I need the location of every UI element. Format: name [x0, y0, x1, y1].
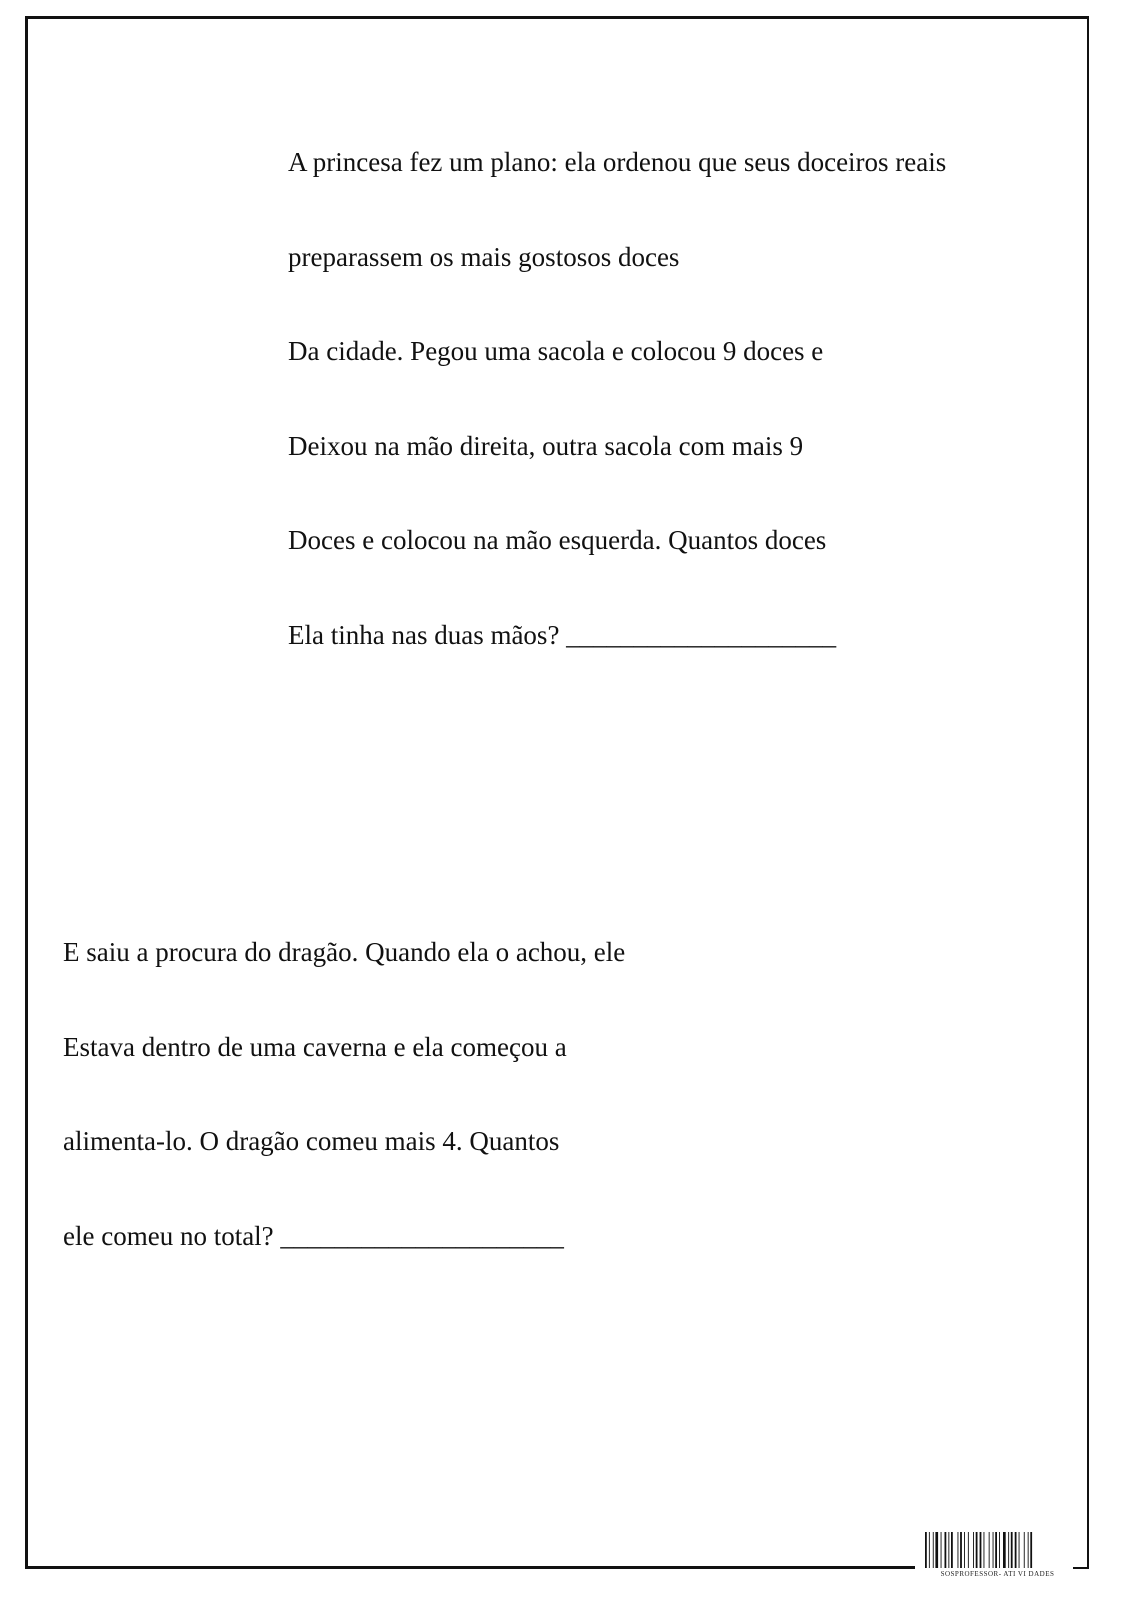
page-border-bottom-left: [25, 1566, 915, 1569]
problem-2-line: Estava dentro de uma caverna e ela começou a: [63, 1031, 567, 1062]
problem-1-line: preparassem os mais gostosos doces: [288, 241, 680, 272]
word-problem-1: [288, 84, 946, 683]
problem-1-line: Da cidade. Pegou uma sacola e colocou 9 doces e: [288, 336, 824, 366]
word-problem-2: [63, 874, 625, 1284]
problem-2-line: alimenta-lo. O dragão comeu mais 4. Quantos: [63, 1126, 560, 1156]
problem-1-line: A princesa fez um plano: ela ordenou que seus doceiros reais: [288, 147, 947, 177]
problem-1-question-line: Ela tinha nas duas mãos? ____________________: [288, 619, 837, 650]
page-border-bottom-right: [1073, 1567, 1089, 1569]
problem-2-question-line: ele comeu no total? _____________________: [63, 1220, 564, 1251]
problem-1-line: Deixou na mão direita, outra sacola com mais 9: [288, 430, 804, 461]
barcode: [925, 1532, 1070, 1577]
problem-2-line: E saiu a procura do dragão. Quando ela o achou, ele: [63, 937, 626, 967]
problem-1-line: Doces e colocou na mão esquerda. Quantos doces: [288, 525, 827, 555]
barcode-caption: SOSPROFESSOR- ATI VI DADES: [940, 1570, 1055, 1578]
barcode-icon: [925, 1532, 1070, 1568]
